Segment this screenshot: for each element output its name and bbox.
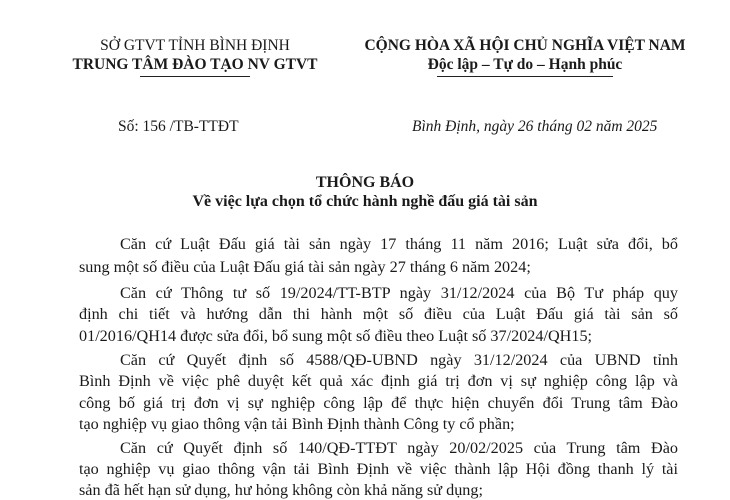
paragraph-line: Căn cứ Quyết định số 140/QĐ-TTĐT ngày 20/02/2025 của Trung tâm Đào (120, 439, 678, 457)
nation-title: CỘNG HÒA XÃ HỘI CHỦ NGHĨA VIỆT NAM (364, 37, 686, 54)
document-subtitle: Về việc lựa chọn tổ chức hành nghề đấu giá tài sản (192, 193, 538, 210)
agency-header (60, 36, 330, 74)
agency-line-1: SỞ GTVT TỈNH BÌNH ĐỊNH (100, 37, 290, 54)
paragraph-line: Căn cứ Thông tư số 19/2024/TT-BTP ngày 31/12/2024 của Bộ Tư pháp quy (120, 284, 678, 302)
agency-line-2: TRUNG TÂM ĐÀO TẠO NV GTVT (72, 56, 318, 73)
document-date: Bình Định, ngày 26 tháng 02 năm 2025 (412, 118, 658, 135)
paragraph-line: Căn cứ Luật Đấu giá tài sản ngày 17 tháng 11 năm 2016; Luật sửa đổi, bổ (120, 235, 678, 253)
motto: Độc lập – Tự do – Hạnh phúc (427, 56, 623, 73)
paragraph-line: 01/2016/QH14 được sửa đổi, bổ sung một số điều theo Luật số 37/2024/QH15; (79, 327, 593, 345)
paragraph-line: sung một số điều của Luật Đấu giá tài sản ngày 27 tháng 6 năm 2024; (79, 258, 531, 276)
paragraph-line: Bình Định về việc phê duyệt kết quả xác định giá trị đơn vị sự nghiệp công lập và (79, 372, 678, 390)
paragraph-line: tạo nghiệp vụ giao thông vận tải Bình Định thành Công ty cổ phần; (79, 415, 515, 433)
paragraph-line: sản đã hết hạn sử dụng, hư hỏng không còn khả năng sử dụng; (79, 481, 483, 499)
paragraph-line: công bố giá trị đơn vị sự nghiệp công lập để thực hiện chuyển đổi Trung tâm Đào (79, 394, 678, 412)
agency-underline (140, 76, 250, 77)
motto-underline (437, 76, 613, 77)
paragraph-line: định chi tiết và hướng dẫn thi hành một số điều của Luật Đấu giá tài sản số (79, 305, 678, 323)
document-number: Số: 156 /TB-TTĐT (118, 118, 239, 135)
document-title: THÔNG BÁO (315, 174, 415, 191)
paragraph-line: tạo nghiệp vụ giao thông vận tải Bình Định về việc thành lập Hội đồng thanh lý tài (79, 460, 678, 478)
national-header (330, 36, 720, 74)
paragraph-line: Căn cứ Quyết định số 4588/QĐ-UBND ngày 31/12/2024 của UBND tỉnh (120, 351, 678, 369)
